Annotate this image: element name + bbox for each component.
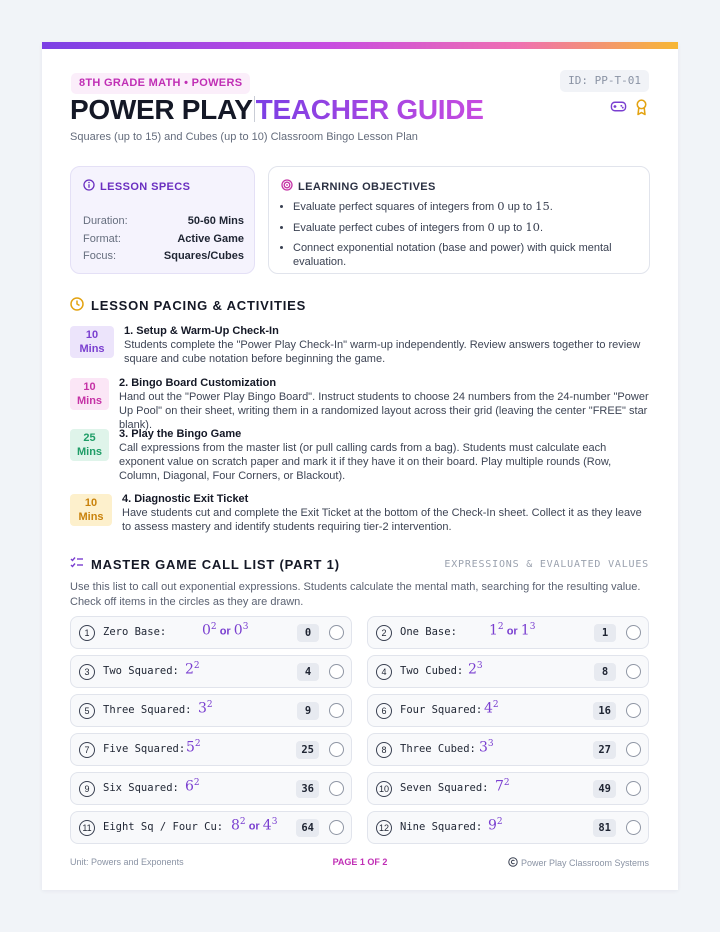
learning-objectives-card — [268, 166, 650, 274]
call-item-expression: $3^3$ — [479, 739, 494, 756]
call-item-label: Five Squared: — [103, 743, 186, 755]
call-item-label: Two Cubed: — [400, 665, 464, 677]
title-separator — [254, 96, 255, 122]
call-item — [70, 811, 352, 844]
lesson-specs-title: LESSON SPECS — [100, 180, 191, 193]
worksheet-page — [42, 42, 678, 890]
call-item — [367, 655, 649, 688]
call-item — [367, 811, 649, 844]
call-item-number: 11 — [79, 820, 95, 836]
call-item — [70, 733, 352, 766]
footer-unit: Unit: Powers and Exponents — [70, 857, 184, 867]
title-part-2: TEACHER GUIDE — [255, 94, 484, 125]
call-item-number: 3 — [79, 664, 95, 680]
check-circle[interactable] — [329, 625, 344, 640]
spec-value: Active Game — [177, 233, 244, 245]
check-circle[interactable] — [329, 742, 344, 757]
step-description: Have students cut and complete the Exit Ticket at the bottom of the Check-In sheet. Collect it as they leave to assess mastery and identify students requiring tier-2 intervention. — [122, 507, 642, 533]
call-item-expression: $3^2$ — [198, 700, 213, 717]
call-item — [70, 694, 352, 727]
call-item-expression: $5^2$ — [186, 739, 201, 756]
call-item-value: 16 — [593, 702, 616, 720]
spec-row-focus — [83, 250, 244, 262]
title-part-1: POWER PLAY — [70, 94, 253, 125]
grade-tag: 8TH GRADE MATH • POWERS — [71, 73, 250, 94]
call-item-number: 6 — [376, 703, 392, 719]
spec-key: Focus: — [83, 250, 117, 262]
objective-item: • Connect exponential notation (base and power) with quick mental evaluation. — [293, 241, 641, 269]
spec-row-format — [83, 233, 244, 245]
call-item-expression: $9^2$ — [488, 817, 503, 834]
call-item — [70, 772, 352, 805]
objective-item: • Evaluate perfect squares of integers from 0 up to 15. — [293, 199, 641, 214]
call-item-number: 12 — [376, 820, 392, 836]
spec-value: Squares/Cubes — [163, 250, 244, 262]
call-item-expression: $4^2$ — [484, 700, 499, 717]
call-item-expression: $6^2$ — [185, 778, 200, 795]
call-item — [367, 616, 649, 649]
call-item-value: 64 — [296, 819, 319, 837]
gradient-top-bar — [42, 42, 678, 49]
call-item-value: 8 — [594, 663, 616, 681]
step-description: Hand out the "Power Play Bingo Board". Instruct students to choose 24 numbers from the 24-number "Power Up Pool" on their sheet, writing them in a randomized layout across their grid (leaving the center "FREE" star blank). — [119, 391, 649, 431]
call-list-section-heading — [70, 556, 340, 572]
copyright-icon — [508, 857, 518, 869]
gamepad-icon — [610, 99, 627, 121]
call-item-label: Zero Base: — [103, 626, 167, 638]
check-circle[interactable] — [329, 781, 344, 796]
pacing-title: LESSON PACING & ACTIVITIES — [91, 298, 307, 313]
call-item-expression: $8^2$ or $4^3$ — [231, 817, 278, 834]
call-item-expression: $2^3$ — [468, 661, 483, 678]
check-circle[interactable] — [626, 664, 641, 679]
footer-company-name: Power Play Classroom Systems — [520, 858, 649, 868]
call-item-label: Nine Squared: — [400, 821, 483, 833]
check-circle[interactable] — [329, 664, 344, 679]
call-item — [70, 616, 352, 649]
check-circle[interactable] — [626, 625, 641, 640]
clock-icon — [70, 297, 84, 314]
check-circle[interactable] — [626, 781, 641, 796]
call-item — [367, 694, 649, 727]
check-circle[interactable] — [329, 820, 344, 835]
spec-key: Format: — [83, 233, 121, 245]
call-item-number: 8 — [376, 742, 392, 758]
call-item — [70, 655, 352, 688]
call-item-number: 1 — [79, 625, 95, 641]
call-item-label: Two Squared: — [103, 665, 179, 677]
footer-company — [508, 857, 649, 869]
call-item-value: 25 — [296, 741, 319, 759]
objective-item: • Evaluate perfect cubes of integers from 0 up to 10. — [293, 220, 641, 235]
call-item-value: 4 — [297, 663, 319, 681]
call-item-value: 0 — [297, 624, 319, 642]
lesson-specs-heading — [83, 179, 190, 194]
footer-page-number: PAGE 1 OF 2 — [332, 857, 388, 867]
call-item-label: Six Squared: — [103, 782, 179, 794]
step-description: Call expressions from the master list (or pull calling cards from a bag). Students must calculate each exponent value on scratch paper and mark it if they have it on their board. Play multiple rounds (Row, Column, Diagonal, Four Corners, or Blackout). — [119, 442, 612, 482]
check-circle[interactable] — [626, 703, 641, 718]
call-item-expression: $1^2$ or $1^3$ — [489, 622, 536, 639]
call-item-label: Three Squared: — [103, 704, 192, 716]
document-id: ID: PP-T-01 — [560, 70, 649, 92]
call-item-value: 9 — [297, 702, 319, 720]
call-item-value: 49 — [593, 780, 616, 798]
spec-row-duration — [83, 215, 244, 227]
call-item-value: 81 — [593, 819, 616, 837]
check-circle[interactable] — [626, 820, 641, 835]
spec-value: 50-60 Mins — [187, 215, 244, 227]
learning-objectives-heading — [281, 179, 436, 194]
info-icon — [83, 179, 95, 194]
step-description: Students complete the "Power Play Check-In" warm-up independently. Review answers together to review square and cube notation before beginning the game. — [124, 339, 641, 365]
target-icon — [281, 179, 293, 194]
time-badge: 10 Mins — [70, 326, 114, 358]
time-badge: 10 Mins — [70, 494, 112, 526]
call-item-label: Four Squared: — [400, 704, 483, 716]
time-badge: 10 Mins — [70, 378, 109, 410]
call-item-value: 27 — [593, 741, 616, 759]
pacing-section-heading — [70, 297, 306, 314]
header-icons — [610, 99, 648, 121]
call-item-value: 1 — [594, 624, 616, 642]
call-item-expression: $7^2$ — [495, 778, 510, 795]
call-item-number: 7 — [79, 742, 95, 758]
call-item — [367, 733, 649, 766]
call-item-expression: $0^2$ or $0^3$ — [202, 622, 249, 639]
call-item-number: 9 — [79, 781, 95, 797]
call-list-intro: Use this list to call out exponential expressions. Students calculate the mental math, searching for the resulting value. Check off items in the circles as they are drawn. — [70, 581, 641, 608]
step-title: 1. Setup & Warm-Up Check-In — [124, 325, 279, 337]
page-subtitle: Squares (up to 15) and Cubes (up to 10) Classroom Bingo Lesson Plan — [70, 131, 418, 143]
call-item-label: One Base: — [400, 626, 457, 638]
award-ribbon-icon — [635, 99, 648, 121]
spec-key: Duration: — [83, 215, 128, 227]
call-item — [367, 772, 649, 805]
step-title: 2. Bingo Board Customization — [119, 377, 277, 389]
call-list-title: MASTER GAME CALL LIST (PART 1) — [91, 556, 340, 572]
call-item-number: 5 — [79, 703, 95, 719]
call-item-expression: $2^2$ — [185, 661, 200, 678]
call-item-label: Seven Squared: — [400, 782, 489, 794]
checklist-icon — [70, 556, 84, 572]
page-title — [70, 94, 484, 126]
time-badge: 25 Mins — [70, 429, 109, 461]
learning-objectives-title: LEARNING OBJECTIVES — [298, 180, 436, 193]
lesson-specs-card — [70, 166, 255, 274]
call-list-right-label: EXPRESSIONS & EVALUATED VALUES — [444, 559, 649, 570]
check-circle[interactable] — [626, 742, 641, 757]
call-item-number: 10 — [376, 781, 392, 797]
call-item-number: 4 — [376, 664, 392, 680]
objectives-list — [293, 199, 641, 275]
step-title: 3. Play the Bingo Game — [119, 428, 242, 440]
call-item-value: 36 — [296, 780, 319, 798]
check-circle[interactable] — [329, 703, 344, 718]
call-item-number: 2 — [376, 625, 392, 641]
call-item-label: Eight Sq / Four Cu: — [103, 821, 224, 833]
step-title: 4. Diagnostic Exit Ticket — [122, 493, 249, 505]
call-item-label: Three Cubed: — [400, 743, 476, 755]
